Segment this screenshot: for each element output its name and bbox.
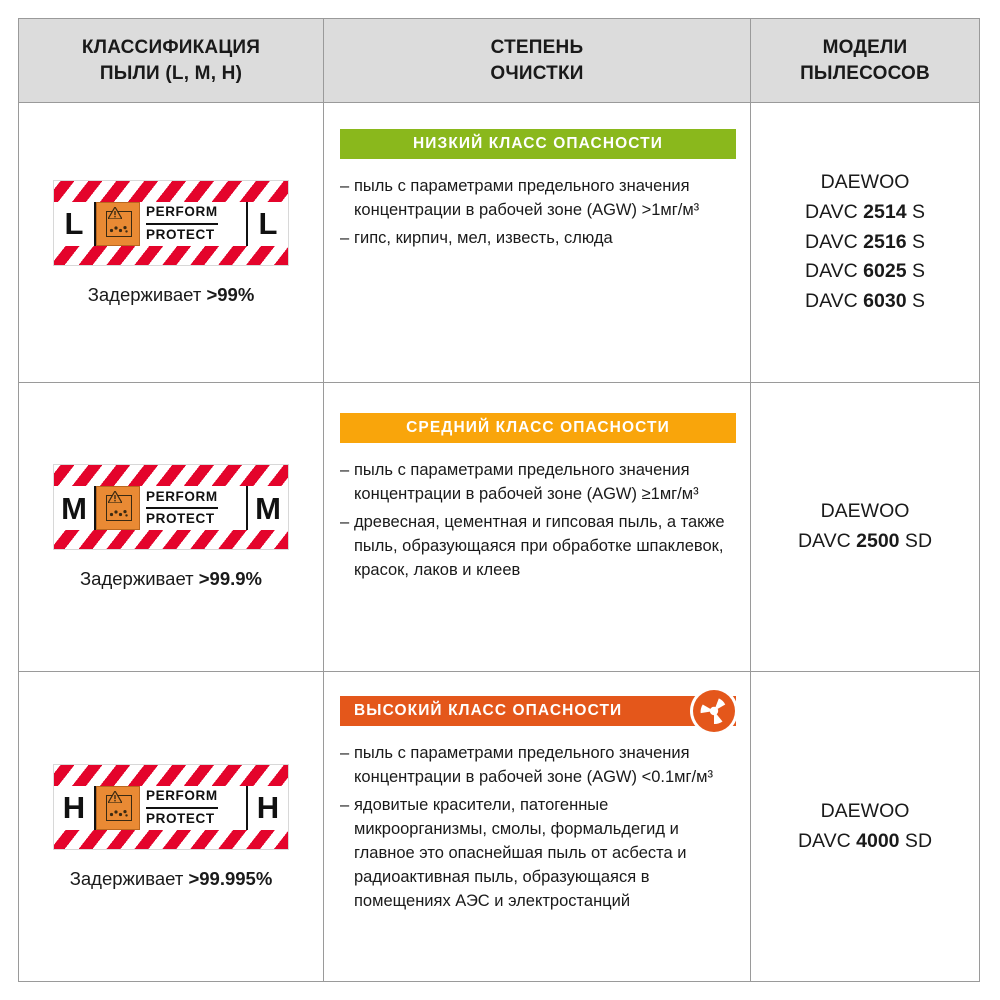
model-suffix: SD bbox=[899, 829, 933, 852]
bullet-list bbox=[340, 742, 740, 913]
model-item bbox=[805, 287, 925, 317]
sign-letter-left: M bbox=[61, 490, 87, 526]
retention-caption bbox=[70, 868, 273, 890]
model-suffix: S bbox=[906, 260, 925, 283]
bullet-dash: – bbox=[340, 177, 350, 195]
hazard-banner-medium bbox=[340, 413, 736, 443]
list-item bbox=[340, 175, 740, 223]
sign-letter-right: L bbox=[258, 206, 278, 241]
model-number: 6025 bbox=[863, 260, 907, 283]
model-suffix: S bbox=[906, 201, 925, 224]
model-number: 2516 bbox=[863, 230, 907, 253]
header-filtration-line2: ОЧИСТКИ bbox=[490, 62, 584, 84]
retention-label: Задерживает bbox=[79, 568, 199, 589]
bullet-dash: – bbox=[340, 461, 350, 479]
bullet-dash: – bbox=[340, 228, 350, 247]
sign-letter-right: H bbox=[256, 790, 280, 825]
bullet-text: древесная, цементная и гипсовая пыль, а также пыль, образующаяся при обработке шпаклевок, красок, лаков и клеев bbox=[354, 512, 725, 579]
hazard-banner-label: ВЫСОКИЙ КЛАСС ОПАСНОСТИ bbox=[354, 702, 623, 719]
dust-warning-icon bbox=[96, 202, 140, 246]
header-filtration-line1: СТЕПЕНЬ bbox=[490, 36, 584, 58]
hazard-banner-low bbox=[340, 129, 736, 159]
bullet-text: пыль с параметрами предельного значения концентрации в рабочей зоне (AGW) >1мг/м³ bbox=[354, 177, 700, 219]
model-item bbox=[805, 228, 925, 258]
bullet-dash: – bbox=[340, 795, 350, 814]
retention-caption bbox=[88, 284, 255, 306]
dust-warning-icon bbox=[96, 486, 140, 530]
table-row bbox=[19, 383, 979, 672]
dust-warning-icon bbox=[96, 786, 140, 830]
bullet-text: пыль с параметрами предельного значения концентрации в рабочей зоне (AGW) <0.1мг/м³ bbox=[354, 744, 713, 786]
table-row bbox=[19, 672, 979, 981]
bullet-dash: – bbox=[340, 744, 350, 762]
header-cell-classification bbox=[19, 19, 324, 102]
cell-models-m bbox=[751, 383, 979, 671]
model-item bbox=[798, 827, 932, 857]
model-suffix: SD bbox=[899, 530, 933, 552]
sign-brand-protect: PROTECT bbox=[146, 810, 215, 826]
model-brand: DAEWOO bbox=[820, 500, 910, 523]
cell-class-sign-h bbox=[19, 672, 324, 981]
retention-label: Задерживает bbox=[87, 283, 207, 305]
model-item bbox=[805, 198, 925, 228]
sign-brand-protect: PROTECT bbox=[146, 511, 215, 526]
sign-letter-left: H bbox=[62, 790, 86, 825]
model-prefix: DAVC bbox=[805, 289, 864, 312]
sign-brand-protect: PROTECT bbox=[146, 226, 215, 242]
model-prefix: DAVC bbox=[805, 230, 864, 253]
bullet-list bbox=[340, 459, 740, 583]
cell-models-l bbox=[751, 103, 979, 382]
cell-models-h bbox=[751, 672, 979, 981]
retention-caption bbox=[80, 568, 262, 590]
header-cell-filtration bbox=[324, 19, 751, 102]
header-models-line1: МОДЕЛИ bbox=[822, 36, 908, 58]
model-brand: DAEWOO bbox=[820, 799, 910, 822]
model-prefix: DAVC bbox=[805, 201, 864, 224]
bullet-list bbox=[340, 175, 740, 251]
model-item bbox=[798, 527, 932, 557]
table-row bbox=[19, 103, 979, 383]
cell-class-sign-l bbox=[19, 103, 324, 382]
sign-brand-perform: PERFORM bbox=[146, 787, 218, 808]
model-number: 2500 bbox=[856, 530, 900, 552]
list-item bbox=[340, 794, 740, 914]
model-suffix: S bbox=[906, 289, 925, 312]
bullet-text: пыль с параметрами предельного значения концентрации в рабочей зоне (AGW) ≥1мг/м³ bbox=[354, 461, 699, 503]
dust-particles-icon bbox=[109, 224, 129, 233]
sign-letter-left: L bbox=[64, 206, 84, 241]
cell-class-sign-m bbox=[19, 383, 324, 671]
hazard-banner-label: НИЗКИЙ КЛАСС ОПАСНОСТИ bbox=[413, 135, 663, 152]
header-cell-models bbox=[751, 19, 979, 102]
list-item bbox=[340, 459, 740, 507]
retention-value: >99.9% bbox=[198, 568, 262, 589]
dust-class-sign-h bbox=[53, 764, 289, 850]
header-classification-line2: ПЫЛИ (L, M, H) bbox=[99, 62, 243, 84]
retention-label: Задерживает bbox=[69, 867, 189, 889]
dust-class-sign-m bbox=[53, 464, 289, 550]
warning-triangle-icon bbox=[108, 207, 122, 219]
list-item bbox=[340, 511, 740, 583]
hazard-banner-label: СРЕДНИЙ КЛАСС ОПАСНОСТИ bbox=[406, 419, 670, 436]
retention-value: >99% bbox=[206, 283, 255, 305]
cell-filtration-h bbox=[324, 672, 751, 981]
list-item bbox=[340, 227, 740, 251]
hazard-banner-high bbox=[340, 696, 736, 726]
header-models-line2: ПЫЛЕСОСОВ bbox=[800, 62, 930, 84]
dust-class-table bbox=[18, 18, 980, 982]
model-prefix: DAVC bbox=[797, 829, 857, 852]
cell-filtration-l bbox=[324, 103, 751, 382]
sign-brand-perform: PERFORM bbox=[146, 203, 218, 224]
bullet-dash: – bbox=[340, 512, 350, 531]
model-prefix: DAVC bbox=[797, 530, 857, 552]
warning-triangle-icon bbox=[108, 491, 122, 503]
retention-value: >99.995% bbox=[188, 867, 273, 889]
model-suffix: S bbox=[906, 230, 925, 253]
table-header-row bbox=[19, 19, 979, 103]
dust-class-sign-l bbox=[53, 180, 289, 266]
sign-brand-perform: PERFORM bbox=[146, 488, 218, 509]
dust-particles-icon bbox=[109, 808, 129, 817]
sign-letter-right: M bbox=[255, 490, 281, 526]
warning-triangle-icon bbox=[108, 791, 122, 803]
model-number: 6030 bbox=[863, 289, 907, 312]
model-item bbox=[805, 257, 925, 287]
model-brand: DAEWOO bbox=[820, 171, 910, 194]
model-prefix: DAVC bbox=[805, 260, 864, 283]
header-classification-line1: КЛАССИФИКАЦИЯ bbox=[81, 36, 261, 58]
model-number: 4000 bbox=[856, 829, 900, 852]
bullet-text: ядовитые красители, патогенные микроорганизмы, смолы, формальдегид и главное это опаснейшая пыль от асбеста и радиоактивная пыль, образующаяся в помещениях АЭС и электростанций bbox=[354, 795, 687, 910]
model-number: 2514 bbox=[863, 201, 907, 224]
dust-particles-icon bbox=[109, 508, 129, 517]
cell-filtration-m bbox=[324, 383, 751, 671]
radiation-icon bbox=[690, 687, 738, 735]
list-item bbox=[340, 742, 740, 790]
bullet-text: гипс, кирпич, мел, известь, слюда bbox=[354, 228, 613, 247]
